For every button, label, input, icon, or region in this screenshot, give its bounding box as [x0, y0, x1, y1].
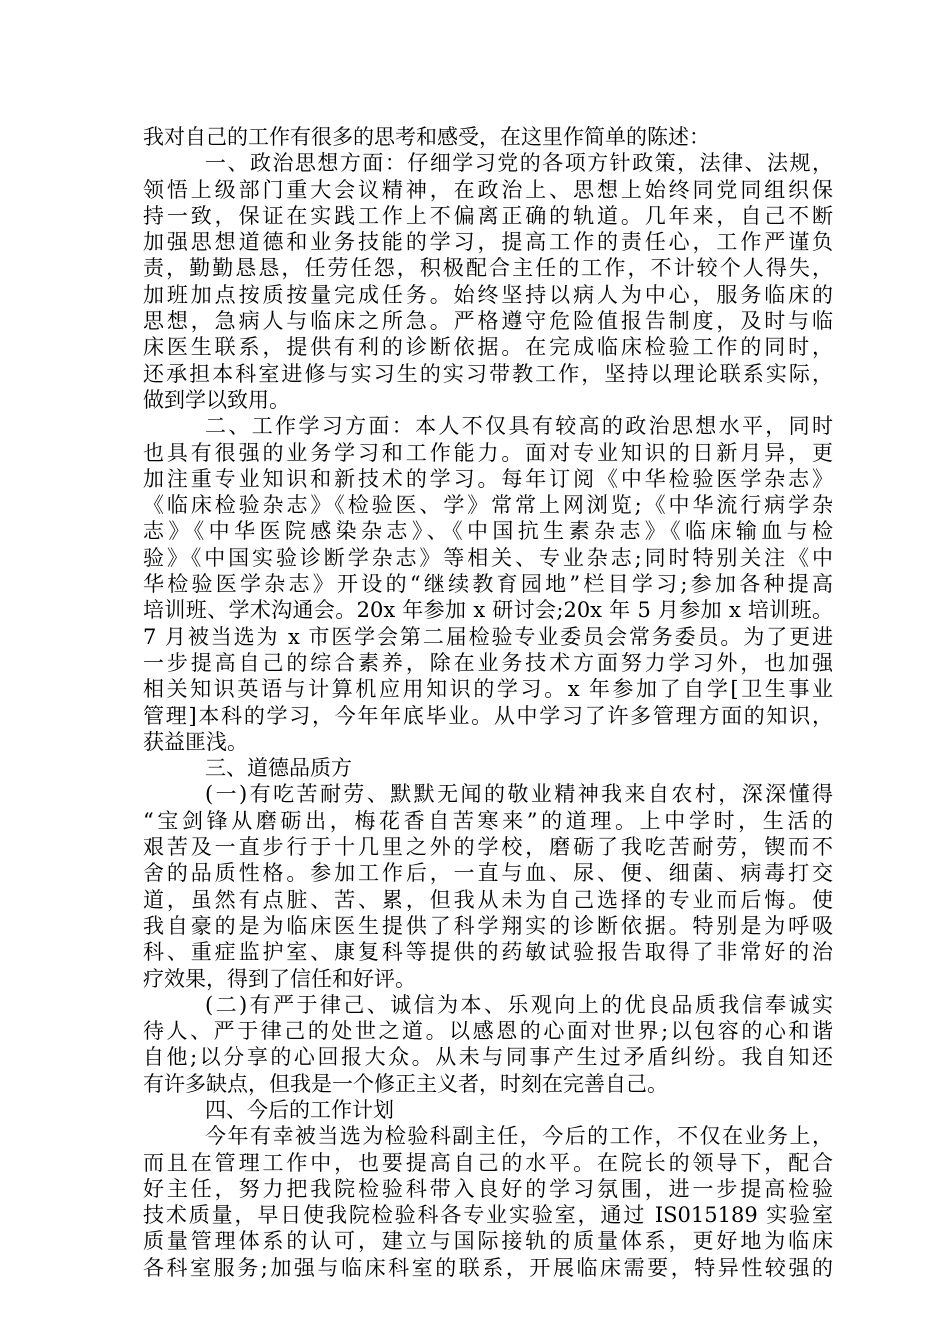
text-line: 今年有幸被当选为检验科副主任，今后的工作，不仅在业务上， — [205, 1124, 833, 1149]
text-line: 责，勤勤恳恳，任劳任怨，积极配合主任的工作，不计较个人得失， — [143, 256, 833, 281]
text-line: 《临床检验杂志》《检验医、学》常常上网浏览;《中华流行病学杂 — [143, 493, 833, 518]
text-line: 自他;以分享的心回报大众。从未与同事产生过矛盾纠纷。我自知还 — [143, 1045, 833, 1070]
text-line: 相关知识英语与计算机应用知识的学习。x 年参加了自学[卫生事业 — [143, 677, 833, 702]
text-line: (一)有吃苦耐劳、默默无闻的敬业精神我来自农村，深深懂得 — [205, 782, 833, 807]
text-line: 加班加点按质按量完成任务。始终坚持以病人为中心，服务临床的 — [143, 282, 833, 307]
text-line: 领悟上级部门重大会议精神，在政治上、思想上始终同党同组织保 — [143, 177, 833, 202]
document-body — [143, 124, 833, 1281]
text-line: 验》《中国实验诊断学杂志》等相关、专业杂志;同时特别关注《中 — [143, 545, 833, 570]
text-line: 质量管理体系的认可，建立与国际接轨的质量体系，更好地为临床 — [143, 1229, 833, 1254]
text-line: 二、工作学习方面：本人不仅具有较高的政治思想水平，同时 — [205, 414, 833, 439]
text-line: 三、道德品质方 — [205, 756, 352, 781]
text-line: 我自豪的是为临床医生提供了科学翔实的诊断依据。特别是为呼吸 — [143, 913, 833, 938]
text-line: (二)有严于律己、诚信为本、乐观向上的优良品质我信奉诚实 — [205, 992, 833, 1017]
text-line: 还承担本科室进修与实习生的实习带教工作，坚持以理论联系实际， — [143, 361, 833, 386]
text-line: 7 月被当选为 x 市医学会第二届检验专业委员会常务委员。为了更进 — [143, 624, 833, 649]
text-line: 床医生联系，提供有利的诊断依据。在完成临床检验工作的同时， — [143, 335, 833, 360]
text-line: 思想，急病人与临床之所急。严格遵守危险值报告制度，及时与临 — [143, 309, 833, 334]
text-line: 加强思想道德和业务技能的学习，提高工作的责任心，工作严谨负 — [143, 230, 833, 255]
text-line: 好主任，努力把我院检验科带入良好的学习氛围，进一步提高检验 — [143, 1176, 833, 1201]
text-line: 管理]本科的学习，今年年底毕业。从中学习了许多管理方面的知识， — [143, 703, 833, 728]
text-line: 也具有很强的业务学习和工作能力。面对专业知识的日新月异，更 — [143, 440, 833, 465]
text-line: 一、政治思想方面：仔细学习党的各项方针政策，法律、法规， — [205, 151, 833, 176]
text-line: 舍的品质性格。参加工作后，一直与血、尿、便、细菌、病毒打交 — [143, 861, 833, 886]
text-line: 我对自己的工作有很多的思考和感受，在这里作简单的陈述： — [143, 125, 710, 149]
text-line: 做到学以致用。 — [143, 387, 290, 412]
text-line: 道，虽然有点脏、苦、累，但我从未为自己选择的专业而后悔。使 — [143, 887, 833, 912]
text-line: 有许多缺点，但我是一个修正主义者，时刻在完善自己。 — [143, 1071, 668, 1096]
text-line: 各科室服务;加强与临床科室的联系，开展临床需要，特异性较强的 — [143, 1255, 833, 1280]
text-line: 艰苦及一直步行于十几里之外的学校，磨砺了我吃苦耐劳，锲而不 — [143, 835, 833, 860]
text-line: 科、重症监护室、康复科等提供的药敏试验报告取得了非常好的治 — [143, 940, 833, 965]
text-line: 四、今后的工作计划 — [205, 1097, 394, 1122]
text-line: 华检验医学杂志》开设的“继续教育园地”栏目学习;参加各种提高 — [143, 572, 833, 597]
text-line: 技术质量，早日使我院检验科各专业实验室，通过 IS015189 实验室 — [143, 1203, 833, 1228]
text-line: 加注重专业知识和新技术的学习。每年订阅《中华检验医学杂志》 — [143, 466, 833, 491]
text-line: 一步提高自己的综合素养，除在业务技术方面努力学习外，也加强 — [143, 650, 833, 675]
text-line: 疗效果，得到了信任和好评。 — [143, 966, 416, 991]
text-line: 持一致，保证在实践工作上不偏离正确的轨道。几年来，自己不断 — [143, 203, 833, 228]
text-line: 志》《中华医院感染杂志》、《中国抗生素杂志》《临床输血与检 — [143, 519, 833, 544]
text-line: “宝剑锋从磨砺出，梅花香自苦寒来”的道理。上中学时，生活的 — [143, 808, 833, 833]
text-line: 获益匪浅。 — [143, 729, 248, 754]
text-line: 而且在管理工作中，也要提高自己的水平。在院长的领导下，配合 — [143, 1150, 833, 1175]
text-line: 待人、严于律己的处世之道。以感恩的心面对世界;以包容的心和谐 — [143, 1019, 833, 1044]
text-line: 培训班、学术沟通会。20x 年参加 x 研讨会;20x 年 5 月参加 x 培训班。 — [143, 598, 833, 623]
